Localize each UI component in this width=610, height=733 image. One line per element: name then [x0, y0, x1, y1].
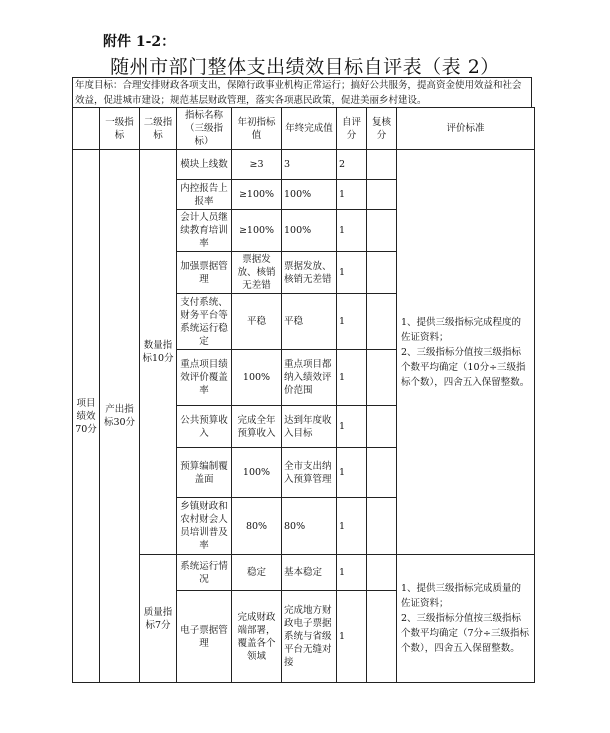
- std-quantity: 1、提供三级指标完成程度的佐证资料； 2、三级指标分值按三级指标个数平均确定（10分÷三级指标个数），四舍五入保留整数。: [397, 150, 535, 555]
- init-value: 100%: [232, 448, 282, 498]
- init-value: 100%: [232, 350, 282, 406]
- indicator-name: 模块上线数: [177, 150, 232, 180]
- header-init: 年初指标值: [232, 108, 282, 150]
- review-score: [367, 498, 397, 555]
- init-value: 票据发放、核销无差错: [232, 252, 282, 294]
- self-score: 1: [337, 252, 367, 294]
- level1-cell: 产出指标30分: [100, 150, 140, 683]
- indicator-name: 支付系统、财务平台等系统运行稳定: [177, 294, 232, 350]
- review-score: [367, 294, 397, 350]
- final-value: 80%: [282, 498, 337, 555]
- header-level2: 二级指标: [140, 108, 177, 150]
- evaluation-table: [72, 107, 535, 683]
- self-score: 1: [337, 210, 367, 252]
- self-score: 1: [337, 406, 367, 448]
- indicator-name: 会计人员继续教育培训率: [177, 210, 232, 252]
- header-review: 复核分: [367, 108, 397, 150]
- final-value: 完成地方财政电子票据系统与省级平台无缝对接: [282, 591, 337, 683]
- init-value: ≥3: [232, 150, 282, 180]
- final-value: 重点项目都纳入绩效评价范围: [282, 350, 337, 406]
- header-level3: 指标名称（三级指标）: [177, 108, 232, 150]
- final-value: 3: [282, 150, 337, 180]
- review-score: [367, 406, 397, 448]
- indicator-name: 预算编制覆盖面: [177, 448, 232, 498]
- final-value: 票据发放、核销无差错: [282, 252, 337, 294]
- indicator-name: 加强票据管理: [177, 252, 232, 294]
- table-row: [73, 555, 535, 591]
- indicator-name: 重点项目绩效评价覆盖率: [177, 350, 232, 406]
- self-score: 1: [337, 498, 367, 555]
- self-score: 1: [337, 350, 367, 406]
- self-score: 1: [337, 591, 367, 683]
- review-score: [367, 180, 397, 210]
- annual-goal: 年度目标：合理安排财政各项支出，保障行政事业机构正常运行；搞好公共服务，提高资金使用效益和社会效益，促进城市建设；规范基层财政管理，落实各项惠民政策，促进美丽乡村建设。: [72, 77, 532, 107]
- self-score: 2: [337, 150, 367, 180]
- init-value: ≥100%: [232, 180, 282, 210]
- review-score: [367, 150, 397, 180]
- final-value: 基本稳定: [282, 555, 337, 591]
- review-score: [367, 591, 397, 683]
- indicator-name: 电子票据管理: [177, 591, 232, 683]
- self-score: 1: [337, 180, 367, 210]
- indicator-name: 公共预算收入: [177, 406, 232, 448]
- attachment-label: 附件 1-2：: [103, 34, 176, 50]
- indicator-name: 系统运行情况: [177, 555, 232, 591]
- header-final: 年终完成值: [282, 108, 337, 150]
- header-std: 评价标准: [397, 108, 535, 150]
- init-value: 完成财政端部署，覆盖各个领域: [232, 591, 282, 683]
- final-value: 100%: [282, 180, 337, 210]
- indicator-name: 乡镇财政和农村财会人员培训普及率: [177, 498, 232, 555]
- level0-cell: 项目绩效70分: [73, 150, 100, 683]
- final-value: 全市支出纳入预算管理: [282, 448, 337, 498]
- init-value: 平稳: [232, 294, 282, 350]
- std-quality: 1、提供三级指标完成质量的佐证资料； 2、三级指标分值按三级指标个数平均确定（7分÷三级指标个数），四舍五入保留整数。: [397, 555, 535, 683]
- page-title: 随州市部门整体支出绩效目标自评表（表 2）: [110, 56, 500, 78]
- review-score: [367, 210, 397, 252]
- init-value: 稳定: [232, 555, 282, 591]
- final-value: 平稳: [282, 294, 337, 350]
- indicator-name: 内控报告上报率: [177, 180, 232, 210]
- final-value: 达到年度收入目标: [282, 406, 337, 448]
- init-value: ≥100%: [232, 210, 282, 252]
- review-score: [367, 448, 397, 498]
- init-value: 完成全年预算收入: [232, 406, 282, 448]
- review-score: [367, 252, 397, 294]
- table-row: [73, 150, 535, 180]
- self-score: 1: [337, 448, 367, 498]
- group-quality: 质量指标7分: [140, 555, 177, 683]
- group-quantity: 数量指标10分: [140, 150, 177, 555]
- header-self: 自评分: [337, 108, 367, 150]
- self-score: 1: [337, 294, 367, 350]
- init-value: 80%: [232, 498, 282, 555]
- self-score: 1: [337, 555, 367, 591]
- header-level1: 一级指标: [100, 108, 140, 150]
- review-score: [367, 350, 397, 406]
- final-value: 100%: [282, 210, 337, 252]
- header-row: [73, 108, 535, 150]
- review-score: [367, 555, 397, 591]
- header-level0: [73, 108, 100, 150]
